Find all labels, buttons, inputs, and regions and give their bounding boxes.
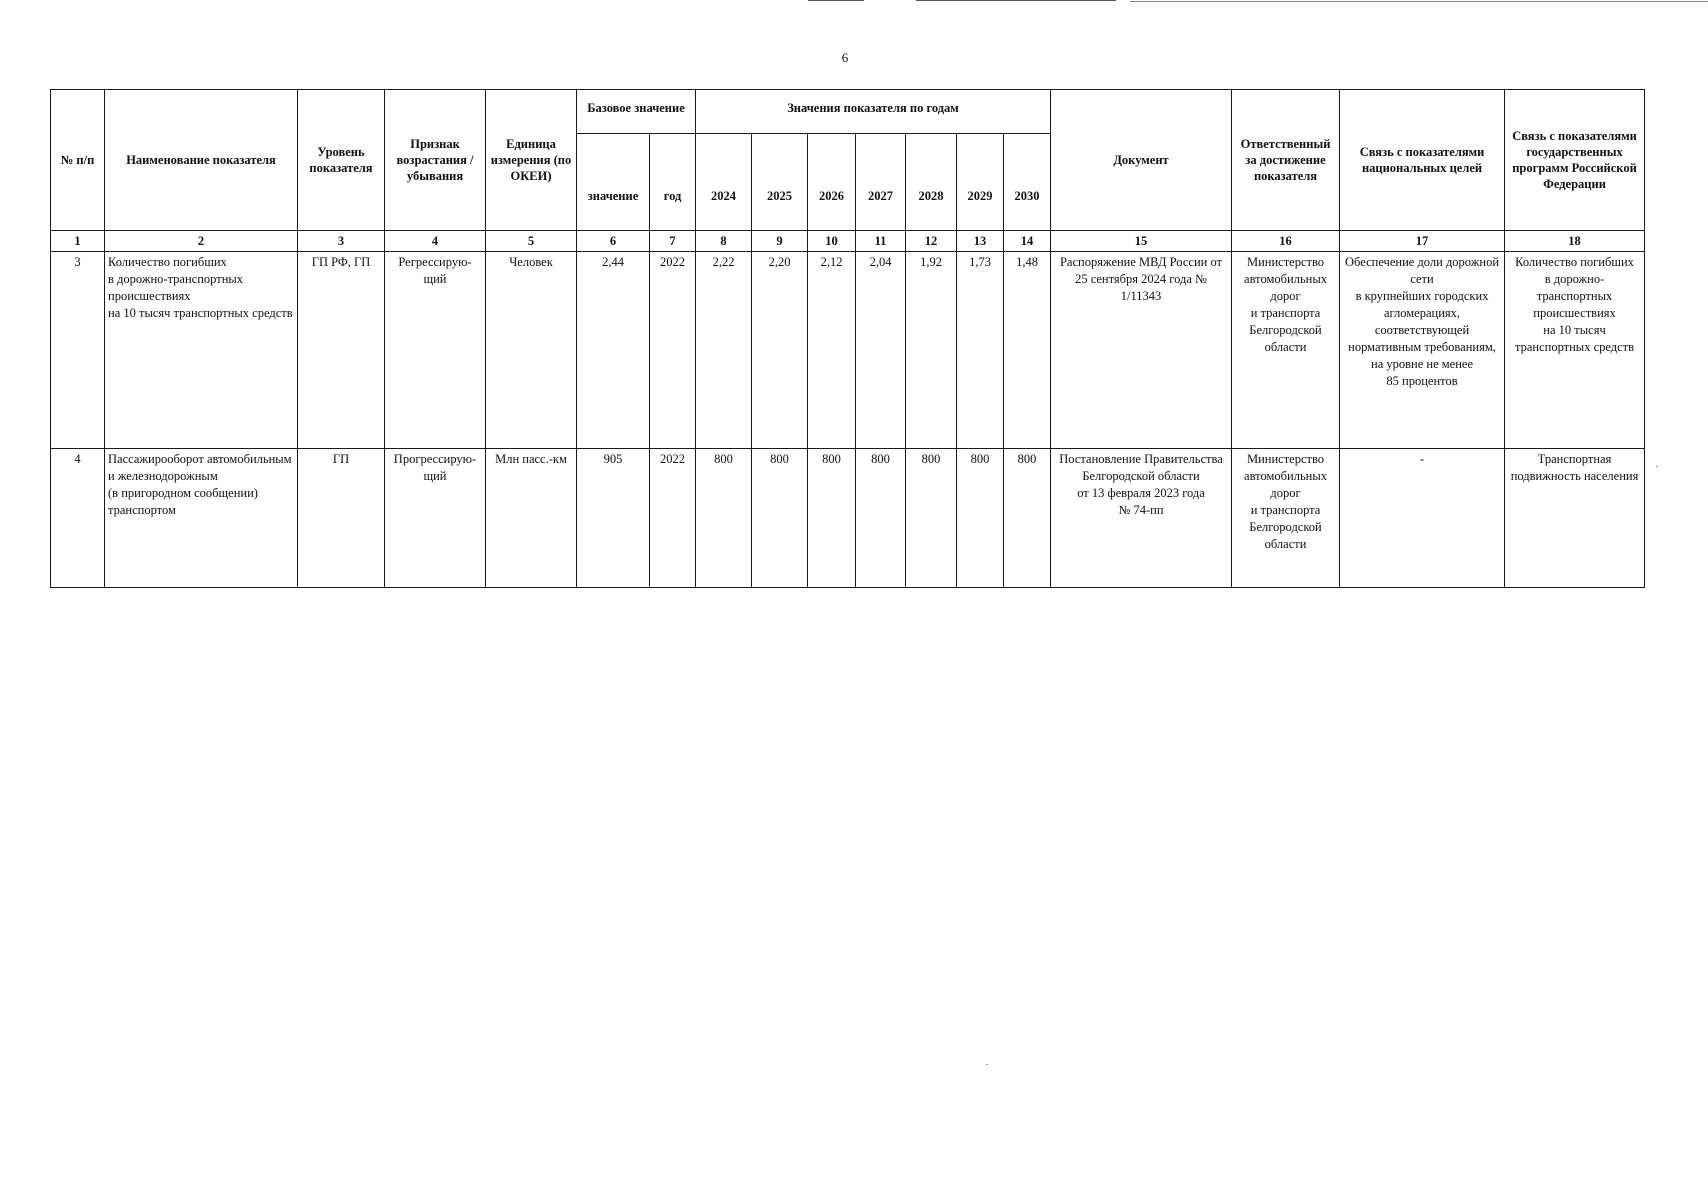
value-2027: 2,04	[856, 252, 906, 449]
column-number: 1	[51, 231, 105, 252]
column-number: 8	[696, 231, 752, 252]
header-name: Наименование показателя	[105, 90, 298, 231]
column-number: 3	[298, 231, 385, 252]
column-number: 2	[105, 231, 298, 252]
indicators-table	[50, 89, 1645, 588]
table-row	[51, 449, 1645, 588]
header-level: Уровень показателя	[298, 90, 385, 231]
row-num: 4	[51, 449, 105, 588]
header-year-2026: 2026	[808, 134, 856, 231]
header-unit: Единица измерения (по ОКЕИ)	[486, 90, 577, 231]
scan-speck	[1656, 466, 1658, 467]
header-year-2029: 2029	[957, 134, 1004, 231]
indicator-unit: Млн пасс.-км	[486, 449, 577, 588]
column-number: 16	[1232, 231, 1340, 252]
page-number: 6	[841, 50, 849, 65]
indicator-name: Количество погибших в дорожно-транспортных происшествиях на 10 тысяч транспортных средств	[105, 252, 298, 449]
column-number: 14	[1004, 231, 1051, 252]
value-2025: 2,20	[752, 252, 808, 449]
header-year-2030: 2030	[1004, 134, 1051, 231]
header-document: Документ	[1051, 90, 1232, 231]
column-number: 10	[808, 231, 856, 252]
column-number: 9	[752, 231, 808, 252]
header-year-2028: 2028	[906, 134, 957, 231]
value-2024: 800	[696, 449, 752, 588]
document: Распоряжение МВД России от 25 сентября 2024 года № 1/11343	[1051, 252, 1232, 449]
indicator-level: ГП	[298, 449, 385, 588]
indicator-unit: Человек	[486, 252, 577, 449]
column-number: 12	[906, 231, 957, 252]
base-value: 2,44	[577, 252, 650, 449]
column-number: 6	[577, 231, 650, 252]
value-2028: 1,92	[906, 252, 957, 449]
base-year: 2022	[650, 252, 696, 449]
value-2030: 1,48	[1004, 252, 1051, 449]
scan-edge-line	[808, 0, 864, 1]
table-row	[51, 252, 1645, 449]
document: Постановление Правительства Белгородской области от 13 февраля 2023 года № 74-пп	[1051, 449, 1232, 588]
national-goal-link: Обеспечение доли дорожной сети в крупнейших городских агломерациях, соответствующей нормативным требованиям, на уровне не менее 85 процентов	[1340, 252, 1505, 449]
scan-edge-line	[916, 0, 1116, 1]
header-state-link: Связь с показателями государственных программ Российской Федерации	[1505, 90, 1645, 231]
state-program-link: Количество погибших в дорожно-транспортных происшествиях на 10 тысяч транспортных средств	[1505, 252, 1645, 449]
column-number: 11	[856, 231, 906, 252]
scan-speck	[986, 1064, 988, 1065]
header-year-2024: 2024	[696, 134, 752, 231]
header-base-value: значение	[577, 134, 650, 231]
value-2026: 2,12	[808, 252, 856, 449]
column-number: 15	[1051, 231, 1232, 252]
responsible: Министерство автомобильных дорог и транспорта Белгородской области	[1232, 449, 1340, 588]
row-num: 3	[51, 252, 105, 449]
value-2024: 2,22	[696, 252, 752, 449]
column-number: 7	[650, 231, 696, 252]
value-2027: 800	[856, 449, 906, 588]
state-program-link: Транспортная подвижность населения	[1505, 449, 1645, 588]
responsible: Министерство автомобильных дорог и транспорта Белгородской области	[1232, 252, 1340, 449]
base-value: 905	[577, 449, 650, 588]
indicator-trend: Прогрессирую-щий	[385, 449, 486, 588]
value-2029: 800	[957, 449, 1004, 588]
value-2026: 800	[808, 449, 856, 588]
indicator-name: Пассажирооборот автомобильным и железнодорожным (в пригородном сообщении) транспортом	[105, 449, 298, 588]
header-base-year: год	[650, 134, 696, 231]
value-2029: 1,73	[957, 252, 1004, 449]
column-number: 13	[957, 231, 1004, 252]
header-years-group: Значения показателя по годам	[696, 90, 1051, 134]
value-2028: 800	[906, 449, 957, 588]
header-national-link: Связь с показателями национальных целей	[1340, 90, 1505, 231]
national-goal-link: -	[1340, 449, 1505, 588]
column-number: 5	[486, 231, 577, 252]
header-year-2027: 2027	[856, 134, 906, 231]
column-number: 17	[1340, 231, 1505, 252]
header-year-2025: 2025	[752, 134, 808, 231]
column-number: 18	[1505, 231, 1645, 252]
value-2030: 800	[1004, 449, 1051, 588]
indicator-trend: Регрессирую-щий	[385, 252, 486, 449]
value-2025: 800	[752, 449, 808, 588]
header-trend: Признак возрастания / убывания	[385, 90, 486, 231]
base-year: 2022	[650, 449, 696, 588]
header-num: № п/п	[51, 90, 105, 231]
scan-edge-line	[1130, 1, 1708, 2]
indicator-level: ГП РФ, ГП	[298, 252, 385, 449]
column-number: 4	[385, 231, 486, 252]
header-responsible: Ответственный за достижение показателя	[1232, 90, 1340, 231]
header-base-group: Базовое значение	[577, 90, 696, 134]
